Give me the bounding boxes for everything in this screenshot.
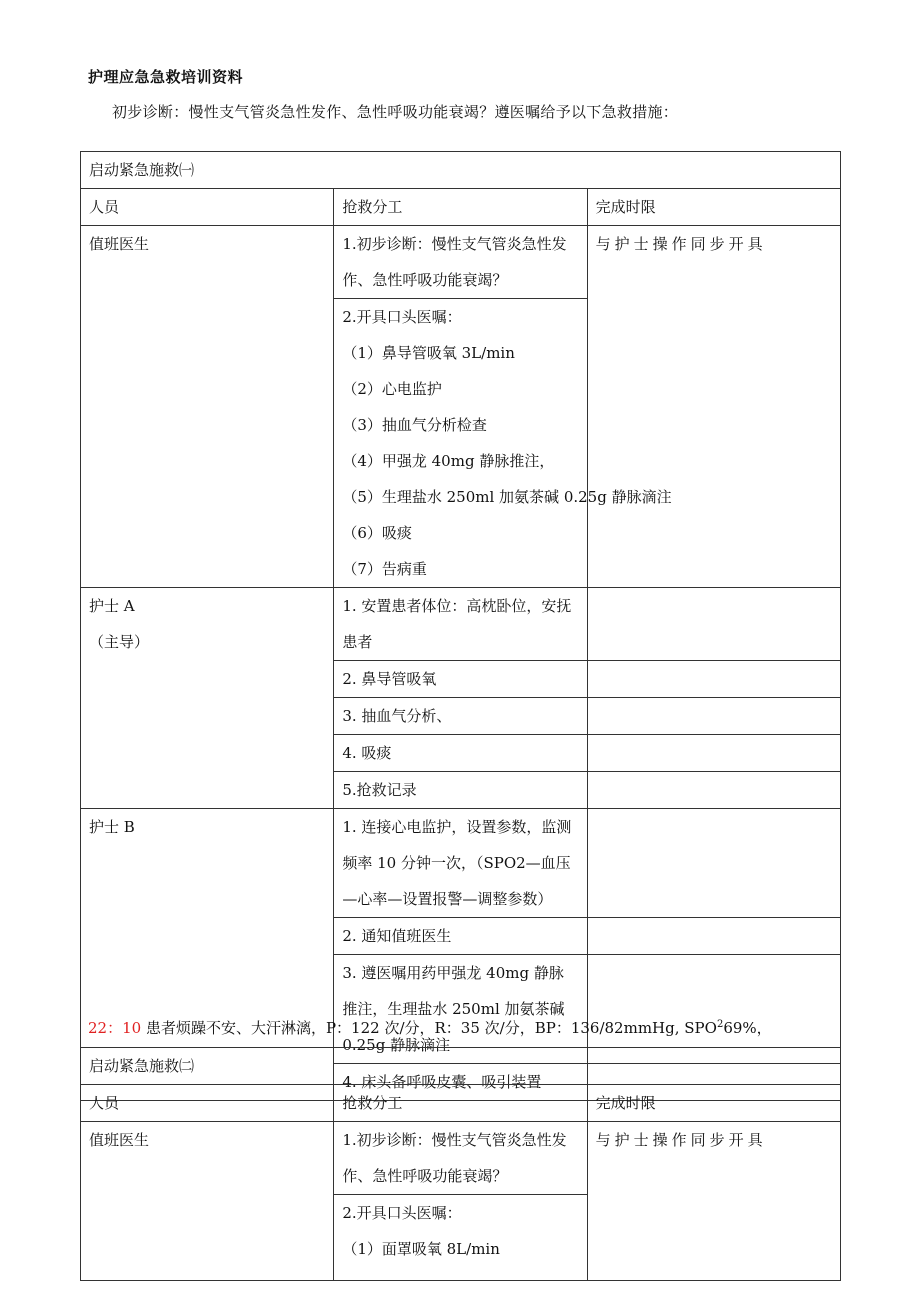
intro-text: 初步诊断：慢性支气管炎急性发作、急性呼吸功能衰竭？遵医嘱给予以下急救措施：: [112, 103, 679, 121]
nurse-a-task: 2. 鼻导管吸氧: [334, 661, 587, 698]
doctor-orders: [334, 299, 672, 588]
orders-title: 2.开具口头医嘱：: [342, 1204, 462, 1222]
rescue-table-1: [80, 151, 841, 1101]
nurse-a-task: 4. 吸痰: [334, 735, 587, 772]
header-time-limit: 完成时限: [587, 189, 840, 226]
nurse-a-time-cell: [587, 772, 840, 809]
order-item: （5）生理盐水 250ml 加氨茶碱 0.25g 静脉滴注: [342, 488, 672, 506]
doctor-diagnosis: 1.初步诊断：慢性支气管炎急性发作、急性呼吸功能衰竭？: [334, 1122, 587, 1195]
rescue-table-2: [80, 1047, 841, 1281]
table2-caption: 启动紧急施救㈡: [81, 1048, 841, 1085]
event-time: 22：10: [88, 1019, 142, 1037]
nurse-b-role-label: 护士 B: [89, 818, 135, 836]
nurse-a-time-cell: [587, 661, 840, 698]
nurse-a-role: [81, 588, 334, 809]
document-title: 护理应急急救培训资料: [88, 68, 244, 86]
doctor-role-label: 值班医生: [89, 235, 150, 253]
doctor-role: [81, 226, 334, 588]
order-item: （6）吸痰: [342, 524, 412, 542]
order-item: （4）甲强龙 40mg 静脉推注，: [342, 452, 555, 470]
doctor-time-limit-text: 与护士操作同步开具: [595, 1131, 767, 1149]
header-personnel: 人员: [81, 1085, 334, 1122]
nurse-b-task-text: 1. 连接心电监护，设置参数，监测频率 10 分钟一次，（SPO2—血压—心率—设置报警—调整参数）: [342, 818, 572, 908]
order-item: （1）面罩吸氧 8L/min: [342, 1240, 500, 1258]
nurse-a-time-cell: [587, 735, 840, 772]
event-text: 患者烦躁不安、大汗淋漓，P：122 次/分，R：35 次/分，BP：136/82mmHg, SPO: [141, 1019, 717, 1037]
nurse-b-task: 2. 通知值班医生: [334, 918, 587, 955]
event-sup: 2: [716, 1019, 724, 1030]
doctor-orders: [334, 1195, 587, 1281]
doctor-time-limit-text: 与护士操作同步开具: [595, 235, 767, 253]
nurse-b-task: [334, 809, 587, 918]
header-duties: 抢救分工: [334, 1085, 587, 1122]
nurse-b-task-text: 3. 遵医嘱用药甲强龙 40mg 静脉推注，生理盐水 250ml 加氨茶碱 0.25g 静脉滴注: [342, 964, 565, 1054]
nurse-a-role-note: （主导）: [89, 633, 150, 651]
nurse-a-task: 1. 安置患者体位：高枕卧位，安抚患者: [334, 588, 587, 661]
nurse-b-time-cell: [587, 918, 840, 955]
doctor-role-label: 值班医生: [89, 1131, 150, 1149]
doctor-diagnosis: 1.初步诊断：慢性支气管炎急性发作、急性呼吸功能衰竭？: [334, 226, 587, 299]
header-personnel: 人员: [81, 189, 334, 226]
table1-caption: 启动紧急施救㈠: [81, 152, 841, 189]
nurse-b-time-cell: [587, 809, 840, 918]
header-time-limit: 完成时限: [587, 1085, 840, 1122]
order-item: （7）告病重: [342, 560, 427, 578]
order-item: （1）鼻导管吸氧 3L/min: [342, 344, 515, 362]
doctor-time-limit: [587, 1122, 840, 1281]
nurse-b-task: 4. 床头备呼吸皮囊、吸引装置: [334, 1064, 587, 1101]
nurse-a-task: 3. 抽血气分析、: [334, 698, 587, 735]
event-tail: 69%，: [723, 1019, 772, 1037]
nurse-a-task: 5.抢救记录: [334, 772, 587, 809]
order-item: （2）心电监护: [342, 380, 442, 398]
orders-title: 2.开具口头医嘱：: [342, 308, 462, 326]
nurse-a-time-cell: [587, 698, 840, 735]
doctor-time-limit: [587, 226, 840, 588]
doctor-role: [81, 1122, 334, 1281]
nurse-a-role-label: 护士 A: [89, 597, 135, 615]
nurse-a-time-cell: [587, 588, 840, 661]
header-duties: 抢救分工: [334, 189, 587, 226]
event-line: [88, 1017, 772, 1038]
order-item: （3）抽血气分析检查: [342, 416, 487, 434]
